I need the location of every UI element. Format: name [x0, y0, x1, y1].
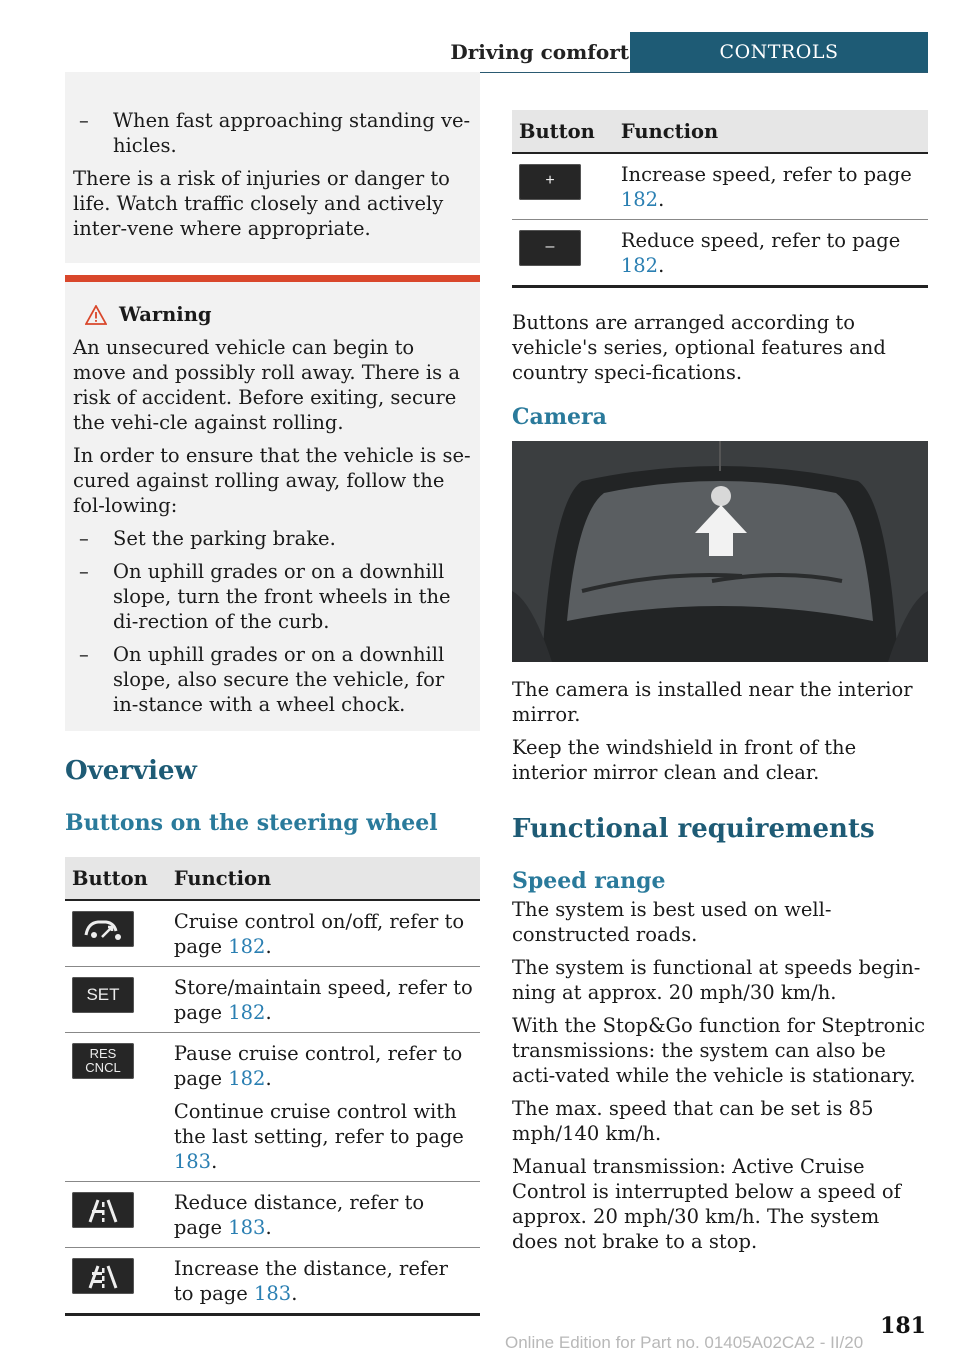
- bullet-item: [73, 108, 472, 158]
- cruise-control-icon: [72, 911, 134, 947]
- camera-heading: Camera: [512, 404, 607, 430]
- table-row: [65, 1182, 480, 1248]
- bullet-item: – On uphill grades or on a downhill slope, turn the front wheels in the di-rection of the curb.: [79, 560, 451, 633]
- speed-paragraph: The system is functional at speeds begin-ning at approx. 20 mph/30 km/h.: [512, 956, 921, 1004]
- warning-title: Warning: [119, 303, 212, 326]
- column-header: Function: [155, 857, 480, 900]
- plus-icon: +: [519, 164, 581, 200]
- function-text: Reduce speed, refer to page 182.: [602, 220, 928, 287]
- dash-marker: –: [79, 109, 89, 132]
- speed-paragraph: The max. speed that can be set is 85 mph/140 km/h.: [512, 1097, 874, 1145]
- warning-paragraph: An unsecured vehicle can begin to move and possibly roll away. There is a risk of accident. Before exiting, secure the vehi-cle against rolling.: [73, 336, 460, 434]
- res-cncl-icon: RES CNCL: [72, 1043, 134, 1079]
- table-row: [65, 1033, 480, 1182]
- minus-icon: –: [519, 230, 581, 266]
- bullet-text: When fast approaching standing ve- hicles.: [113, 109, 471, 157]
- column-header: Function: [602, 110, 928, 153]
- camera-text-block: [512, 677, 928, 1262]
- page-link[interactable]: 183: [228, 1216, 266, 1239]
- column-header: Button: [512, 110, 602, 153]
- table-row: [512, 153, 928, 220]
- speed-range-heading: Speed range: [512, 868, 666, 894]
- page-link[interactable]: 182: [228, 935, 266, 958]
- functional-requirements-heading: Functional requirements: [512, 814, 875, 844]
- table-row: [65, 900, 480, 967]
- page-link[interactable]: 183: [253, 1282, 292, 1305]
- page-header: [65, 32, 928, 73]
- warning-paragraph: In order to ensure that the vehicle is se-cured against rolling away, follow the fol-lowing:: [73, 444, 471, 517]
- function-text: Store/maintain speed, refer to page 182.: [155, 967, 480, 1033]
- camera-paragraph: Keep the windshield in front of the interior mirror clean and clear.: [512, 736, 857, 784]
- steering-buttons-table: [65, 857, 480, 1316]
- edition-footer: Online Edition for Part no. 01405A02CA2 - II/20: [505, 1333, 864, 1352]
- set-icon: SET: [72, 977, 134, 1013]
- bullet-text: On uphill grades or on a downhill slope, turn the front wheels in the di-rection of the curb.: [113, 560, 451, 633]
- warning-box: [65, 275, 480, 731]
- function-text: Increase speed, refer to page 182.: [620, 163, 912, 211]
- page-link[interactable]: 183: [173, 1150, 212, 1173]
- bullet-item: – On uphill grades or on a downhill slope, also secure the vehicle, for in-stance with a wheel chock.: [79, 643, 445, 716]
- arrangement-note: Buttons are arranged according to vehicle's series, optional features and country speci-fications.: [512, 311, 886, 384]
- section-title: Driving comfort: [450, 40, 629, 64]
- bullet-text: Set the parking brake.: [113, 527, 336, 550]
- page-link[interactable]: 182: [228, 1067, 266, 1090]
- caution-box: [65, 72, 480, 263]
- speed-paragraph: Manual transmission: Active Cruise Control is interrupted below a speed of approx. 20 mph/30 km/h. The system does not brake to a stop.: [512, 1155, 901, 1253]
- warning-triangle-icon: [85, 305, 107, 325]
- speed-paragraph: With the Stop&Go function for Steptronic transmissions: the system can also be acti-vated while the vehicle is stationary.: [512, 1014, 926, 1087]
- windshield-image: [512, 441, 928, 662]
- bullet-item: – Set the parking brake.: [79, 527, 336, 550]
- table-row: [65, 1248, 480, 1315]
- table-row: [65, 967, 480, 1033]
- caution-text: There is a risk of injuries or danger to life. Watch traffic closely and actively inter-vene where appropriate.: [73, 167, 450, 240]
- function-text: Reduce distance, refer to page 183.: [155, 1182, 480, 1248]
- chapter-tab: CONTROLS: [630, 32, 928, 72]
- distance-increase-icon: [72, 1258, 134, 1294]
- table-row: [512, 220, 928, 287]
- steering-buttons-heading: Buttons on the steering wheel: [65, 810, 438, 836]
- page-link[interactable]: 182: [228, 1001, 266, 1024]
- warning-header: [85, 302, 472, 327]
- overview-heading: Overview: [65, 756, 197, 786]
- function-text: Cruise control on/off, refer to page 182.: [173, 910, 465, 958]
- column-header: Button: [65, 857, 155, 900]
- speed-paragraph: The system is best used on well-constructed roads.: [512, 898, 832, 946]
- function-text: Pause cruise control, refer to page 182. Continue cruise control with the last setting, refer to page 183.: [155, 1033, 480, 1182]
- camera-illustration: [512, 441, 928, 662]
- page-link[interactable]: 182: [620, 188, 659, 211]
- function-text: Increase the distance, refer to page 183.: [155, 1248, 480, 1315]
- left-column: [65, 72, 480, 1316]
- camera-paragraph: The camera is installed near the interior mirror.: [512, 678, 913, 726]
- speed-buttons-table: [512, 110, 928, 288]
- distance-reduce-icon: [72, 1192, 134, 1228]
- right-column: [512, 110, 928, 1253]
- bullet-text: On uphill grades or on a downhill slope, also secure the vehicle, for in-stance with a wheel chock.: [113, 643, 445, 716]
- page-link[interactable]: 182: [620, 254, 659, 277]
- page-number: 181: [880, 1313, 926, 1339]
